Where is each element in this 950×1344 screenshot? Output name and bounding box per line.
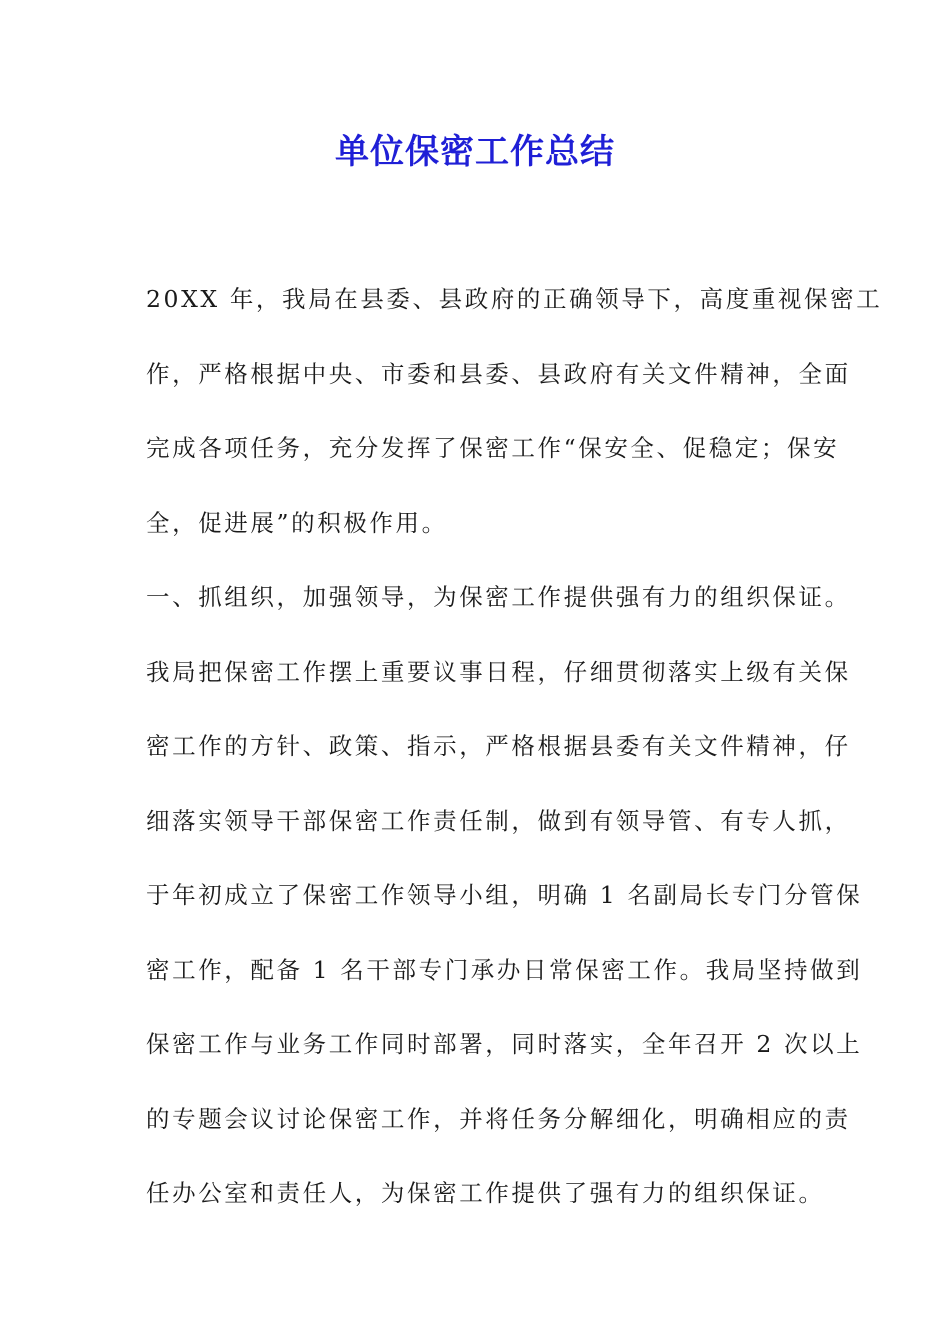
body-line: 我局把保密工作摆上重要议事日程，仔细贯彻落实上级有关保 bbox=[146, 657, 851, 686]
section-heading: 一、抓组织，加强领导，为保密工作提供强有力的组织保证。 bbox=[146, 583, 851, 611]
document-title: 单位保密工作总结 bbox=[335, 132, 615, 172]
body-line: 20XX 年，我局在县委、县政府的正确领导下，高度重视保密工 bbox=[146, 285, 883, 313]
document-body bbox=[146, 262, 883, 1231]
body-line: 密工作，配备 1 名干部专门承办日常保密工作。我局坚持做到 bbox=[146, 955, 863, 984]
body-line: 任办公室和责任人，为保密工作提供了强有力的组织保证。 bbox=[146, 1179, 825, 1207]
body-line: 保密工作与业务工作同时部署，同时落实，全年召开 2 次以上 bbox=[146, 1030, 863, 1058]
body-line: 的专题会议讨论保密工作，并将任务分解细化，明确相应的责 bbox=[146, 1104, 851, 1133]
body-line: 作，严格根据中央、市委和县委、县政府有关文件精神，全面 bbox=[146, 359, 851, 388]
body-line: 细落实领导干部保密工作责任制，做到有领导管、有专人抓， bbox=[146, 806, 851, 835]
body-line: 于年初成立了保密工作领导小组，明确 1 名副局长专门分管保 bbox=[146, 881, 863, 909]
body-line: 密工作的方针、政策、指示，严格根据县委有关文件精神，仔 bbox=[146, 732, 851, 760]
body-line: 全，促进展”的积极作用。 bbox=[146, 508, 448, 537]
body-line: 完成各项任务，充分发挥了保密工作“保安全、促稳定；保安 bbox=[146, 434, 840, 462]
